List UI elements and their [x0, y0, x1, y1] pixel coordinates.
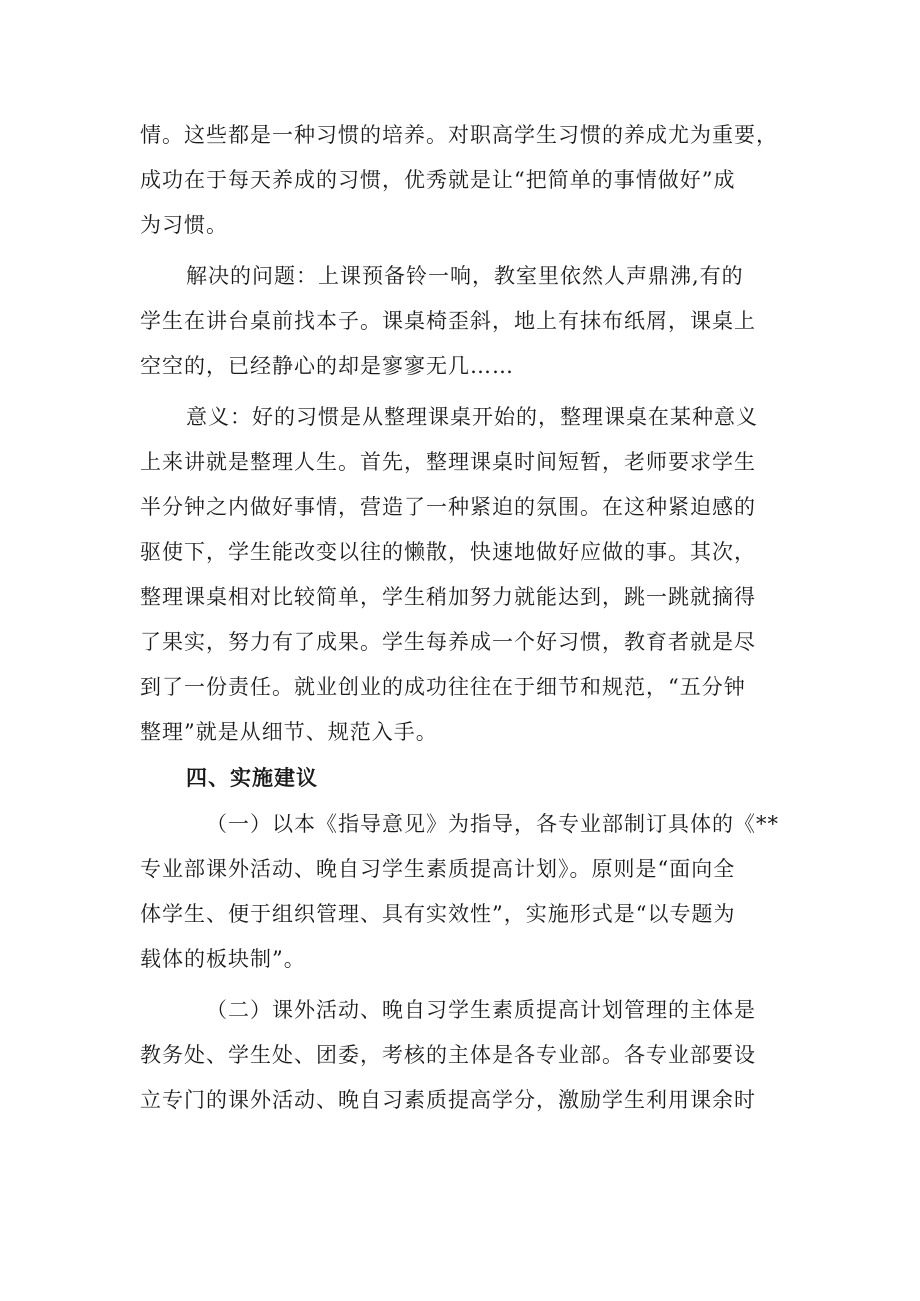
text-line: 整理”就是从细节、规范入手。 [140, 720, 438, 744]
text-line: 驱使下，学生能改变以往的懒散，快速地做好应做的事。其次， [140, 540, 756, 564]
text-line: 专业部课外活动、晚自习学生素质提高计划》。原则是“面向全 [140, 857, 736, 881]
text-line: 体学生、便于组织管理、具有实效性”，实施形式是“以专题为 [140, 902, 736, 926]
text-line: （二）课外活动、晚自习学生素质提高计划管理的主体是 [206, 998, 756, 1022]
paragraph-guidance-plan [140, 802, 784, 982]
text-line: 学生在讲台桌前找本子。课桌椅歪斜，地上有抹布纸屑，课桌上 [140, 309, 756, 333]
text-line: 上来讲就是整理人生。首先，整理课桌时间短暂，老师要求学生 [140, 450, 756, 474]
text-line: 情。这些都是一种习惯的培养。对职高学生习惯的养成尤为重要， [140, 123, 778, 147]
text-line: （一）以本《指导意见》为指导，各专业部制订具体的《** [206, 812, 779, 836]
text-line: 整理课桌相对比较简单，学生稍加努力就能达到，跳一跳就摘得 [140, 585, 756, 609]
text-line: 半分钟之内做好事情，营造了一种紧迫的氛围。在这种紧迫感的 [140, 495, 756, 519]
paragraph-management-subject [140, 988, 784, 1123]
document-body [140, 113, 784, 1123]
text-line: 立专门的课外活动、晚自习素质提高学分，激励学生利用课余时 [140, 1088, 756, 1112]
text-line: 了果实，努力有了成果。学生每养成一个好习惯，教育者就是尽 [140, 630, 756, 654]
text-line: 意义：好的习惯是从整理课桌开始的，整理课桌在某种意义 [186, 405, 758, 429]
paragraph-problem-solved [140, 254, 784, 389]
text-line: 空空的，已经静心的却是寥寥无几…… [140, 354, 514, 378]
text-line: 教务处、学生处、团委，考核的主体是各专业部。各专业部要设 [140, 1043, 756, 1067]
section-heading: 四、实施建议 [186, 766, 318, 790]
text-line: 为习惯。 [140, 213, 228, 237]
paragraph-significance [140, 395, 784, 755]
text-line: 解决的问题：上课预备铃一响，教室里依然人声鼎沸,有的 [186, 264, 744, 288]
text-line: 成功在于每天养成的习惯，优秀就是让“把简单的事情做好”成 [140, 168, 736, 192]
text-line: 载体的板块制”。 [140, 947, 306, 971]
text-line: 到了一份责任。就业创业的成功往往在于细节和规范，“五分钟 [140, 675, 746, 699]
paragraph-habit-cultivation [140, 113, 784, 248]
